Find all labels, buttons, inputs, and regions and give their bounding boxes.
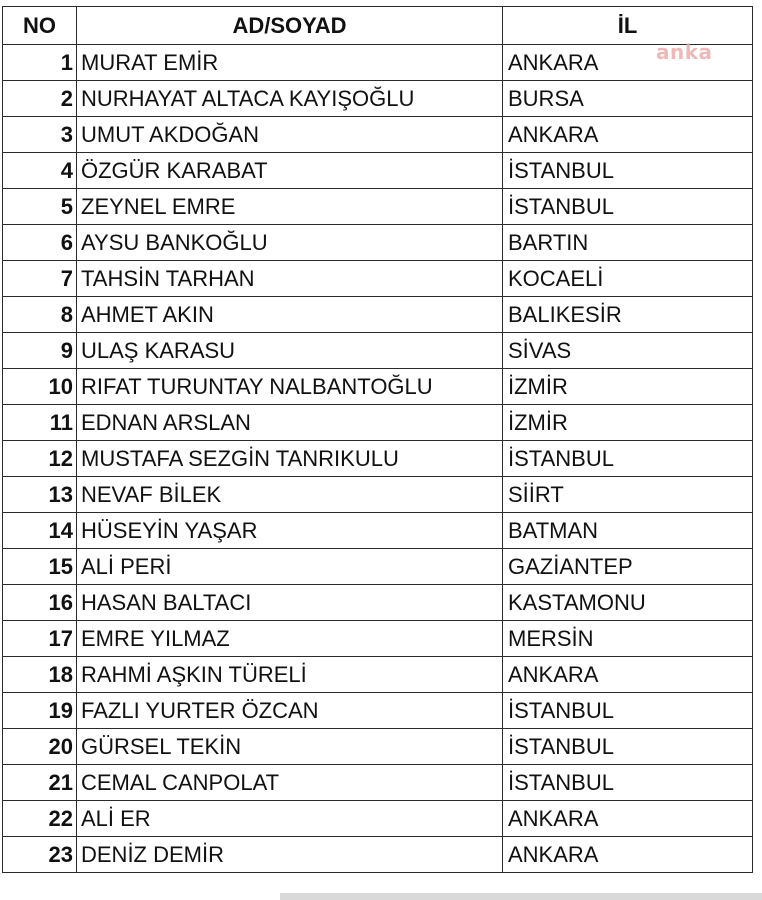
row-number-cell: 12 [3,441,77,477]
row-number-cell: 11 [3,405,77,441]
row-number-cell: 19 [3,693,77,729]
table-row [3,117,753,153]
name-cell: AHMET AKIN [77,297,503,333]
table-row [3,801,753,837]
table-row [3,621,753,657]
column-header-name: AD/SOYAD [77,7,503,45]
row-number-cell: 18 [3,657,77,693]
name-cell: CEMAL CANPOLAT [77,765,503,801]
name-cell: ULAŞ KARASU [77,333,503,369]
row-number-cell: 4 [3,153,77,189]
table-row [3,837,753,873]
row-number-cell: 20 [3,729,77,765]
name-cell: EMRE YILMAZ [77,621,503,657]
row-number-cell: 8 [3,297,77,333]
table-row [3,513,753,549]
row-number-cell: 1 [3,45,77,81]
city-cell: BARTIN [503,225,753,261]
city-cell: KASTAMONU [503,585,753,621]
city-cell: ANKARA [503,117,753,153]
name-cell: FAZLI YURTER ÖZCAN [77,693,503,729]
table-row [3,441,753,477]
city-cell: BURSA [503,81,753,117]
name-cell: ALİ PERİ [77,549,503,585]
name-cell: MUSTAFA SEZGİN TANRIKULU [77,441,503,477]
city-cell: İSTANBUL [503,153,753,189]
name-cell: NURHAYAT ALTACA KAYIŞOĞLU [77,81,503,117]
city-cell: İZMİR [503,369,753,405]
city-cell: İSTANBUL [503,765,753,801]
city-cell: İSTANBUL [503,189,753,225]
name-cell: TAHSİN TARHAN [77,261,503,297]
table-row [3,405,753,441]
name-cell: HASAN BALTACI [77,585,503,621]
city-cell: SİİRT [503,477,753,513]
header-row [3,7,753,45]
name-cell: NEVAF BİLEK [77,477,503,513]
row-number-cell: 13 [3,477,77,513]
row-number-cell: 14 [3,513,77,549]
city-cell: KOCAELİ [503,261,753,297]
city-cell: ANKARA [503,837,753,873]
row-number-cell: 2 [3,81,77,117]
column-header-no: NO [3,7,77,45]
row-number-cell: 22 [3,801,77,837]
row-number-cell: 23 [3,837,77,873]
name-cell: GÜRSEL TEKİN [77,729,503,765]
table-row [3,549,753,585]
name-cell: UMUT AKDOĞAN [77,117,503,153]
table-row [3,45,753,81]
name-cell: HÜSEYİN YAŞAR [77,513,503,549]
city-cell: İSTANBUL [503,693,753,729]
city-cell: SİVAS [503,333,753,369]
city-cell: ANKARA [503,801,753,837]
table-row [3,225,753,261]
row-number-cell: 17 [3,621,77,657]
row-number-cell: 7 [3,261,77,297]
table-row [3,693,753,729]
table-row [3,585,753,621]
row-number-cell: 9 [3,333,77,369]
name-cell: ALİ ER [77,801,503,837]
name-cell: ÖZGÜR KARABAT [77,153,503,189]
row-number-cell: 16 [3,585,77,621]
city-cell: MERSİN [503,621,753,657]
row-number-cell: 5 [3,189,77,225]
table-row [3,765,753,801]
table-row [3,261,753,297]
watermark-logo: anka [656,40,713,64]
name-cell: RAHMİ AŞKIN TÜRELİ [77,657,503,693]
table-body [3,45,753,873]
city-cell: ANKARA [503,657,753,693]
name-cell: DENİZ DEMİR [77,837,503,873]
table-row [3,657,753,693]
row-number-cell: 6 [3,225,77,261]
city-cell: ANKARA [503,45,753,81]
name-cell: RIFAT TURUNTAY NALBANTOĞLU [77,369,503,405]
city-cell: İSTANBUL [503,441,753,477]
table-row [3,333,753,369]
name-cell: MURAT EMİR [77,45,503,81]
table-row [3,297,753,333]
row-number-cell: 3 [3,117,77,153]
table-row [3,81,753,117]
name-cell: ZEYNEL EMRE [77,189,503,225]
name-cell: AYSU BANKOĞLU [77,225,503,261]
table-row [3,729,753,765]
table-row [3,477,753,513]
table-row [3,369,753,405]
row-number-cell: 21 [3,765,77,801]
row-number-cell: 10 [3,369,77,405]
row-number-cell: 15 [3,549,77,585]
city-cell: İSTANBUL [503,729,753,765]
deputy-list-table [2,6,753,873]
column-header-city: İL [503,7,753,45]
table-row [3,189,753,225]
city-cell: GAZİANTEP [503,549,753,585]
city-cell: BATMAN [503,513,753,549]
scan-bottom-edge [280,893,762,900]
city-cell: İZMİR [503,405,753,441]
city-cell: BALIKESİR [503,297,753,333]
name-cell: EDNAN ARSLAN [77,405,503,441]
table-row [3,153,753,189]
